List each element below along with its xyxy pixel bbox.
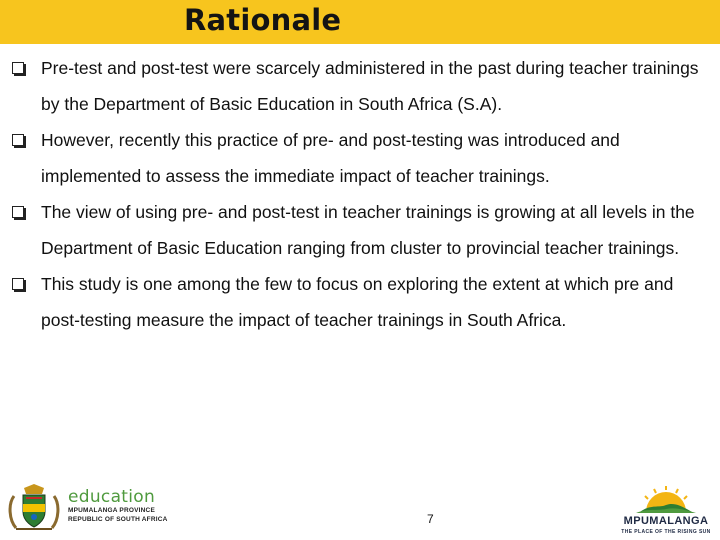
bullet-item [12, 50, 712, 122]
province-line: MPUMALANGA PROVINCE [68, 507, 155, 514]
bullet-text: This study is one among the few to focus on exploring the extent at which pre and post-testing measure the impact of teacher trainings in South Africa. [41, 274, 674, 330]
bullet-item [12, 122, 712, 194]
bullet-item [12, 194, 712, 266]
bullet-text: The view of using pre- and post-test in teacher trainings is growing at all levels in the Department of Basic Education ranging from cluster to provincial teacher trainings. [41, 202, 695, 258]
bullet-text: However, recently this practice of pre- and post-testing was introduced and implemented to assess the immediate impact of teacher trainings. [41, 130, 620, 186]
bullet-list [12, 50, 712, 338]
bullet-square-icon [12, 278, 24, 290]
mpumalanga-tagline: THE PLACE OF THE RISING SUN [621, 529, 711, 535]
bullet-text: Pre-test and post-test were scarcely administered in the past during teacher trainings by the Department of Basic Education in South Africa (S.A). [41, 58, 699, 114]
education-logo-text [68, 488, 168, 524]
coat-of-arms-icon [6, 482, 62, 534]
page-number: 7 [427, 512, 434, 526]
republic-line: REPUBLIC OF SOUTH AFRICA [68, 516, 168, 523]
bullet-item [12, 266, 712, 338]
rising-sun-icon [636, 484, 696, 514]
mpumalanga-logo [620, 484, 712, 536]
education-wordmark: education [68, 487, 156, 507]
mpumalanga-wordmark: MPUMALANGA [623, 515, 709, 527]
bullet-square-icon [12, 206, 24, 218]
slide-title: Rationale [184, 3, 342, 37]
bullet-square-icon [12, 62, 24, 74]
bullet-square-icon [12, 134, 24, 146]
title-bar [0, 0, 720, 44]
